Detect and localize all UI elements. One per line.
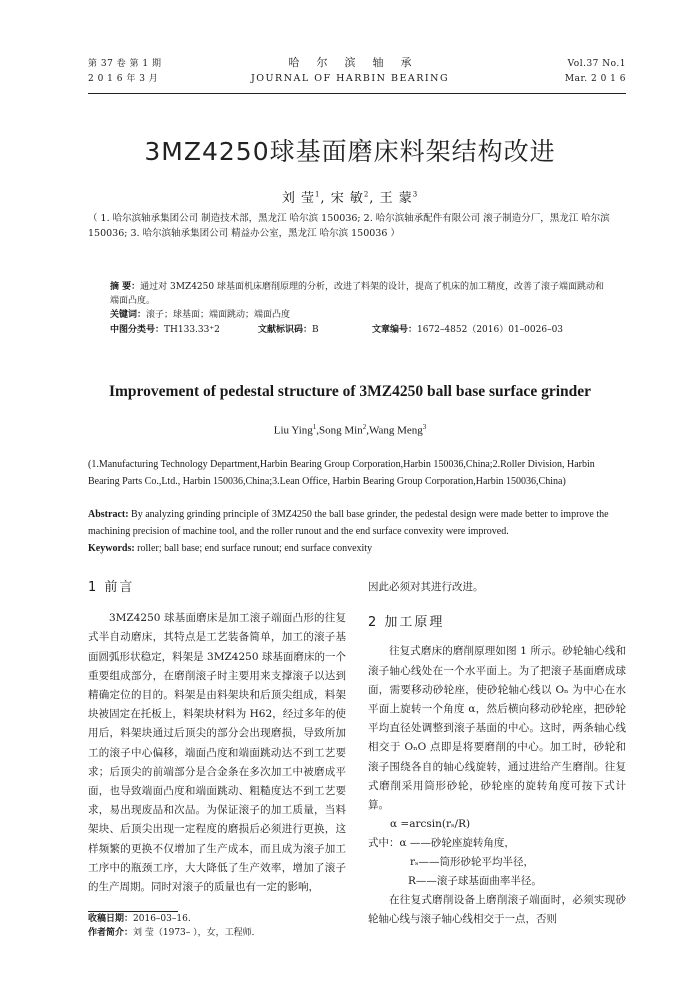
author-sup: 3 [412, 190, 419, 199]
author-sup: 2 [362, 423, 367, 431]
left-column [88, 578, 346, 897]
journal-name-en: JOURNAL OF HARBIN BEARING [250, 73, 450, 84]
clc-value: TH133.33⁺2 [164, 325, 220, 335]
date-cn: 2 0 1 6 年 3 月 [88, 74, 159, 84]
section-2-paragraph-2: 在往复式磨削设备上磨削滚子端面时，必须实现砂轮轴心线与滚子轴心线相交于一点，否则 [368, 894, 626, 926]
affiliation-cn: （ 1. 哈尔滨轴承集团公司 制造技术部，黑龙江 哈尔滨 150036; 2. 哈尔滨轴承配件有限公司 滚子制造分厂，黑龙江 哈尔滨 150036; 3. 哈尔滨轴承集团公司 精益办公室，黑龙江 哈尔滨 150036 ） [88, 213, 610, 239]
doc-code-value: B [312, 325, 319, 335]
author-sup: 2 [363, 190, 370, 199]
definition-item: α ——砂轮座旋转角度， [399, 837, 515, 850]
formula: α =arcsin(rₛ/R) [390, 818, 471, 831]
volume-en: Vol.37 No.1 [567, 59, 626, 69]
keywords-text: 滚子；球基面；端面跳动；端面凸度 [146, 310, 291, 320]
section-2-paragraph: 往复式磨床的磨削原理如图 1 所示。砂轮轴心线和滚子轴心线处在一个水平面上。为了把滚子基面磨成球面，需要移动砂轮座，使砂轮轴心线以 Oₙ 为中心在水平面上旋转一个角度 α，然后横向移动砂轮座，把砂轮平均直径处调整到滚子基面的中心。这时，两条轴心线相交于 OₙO 点即是将要磨削的中心。加工时，砂轮和滚子围绕各自的轴心线旋转，通过进给产生磨削。往复式磨削采用筒形砂轮，砂轮座的旋转角度可按下式计算。 [368, 645, 626, 812]
authors-cn: 刘 莹$^1$, 宋 敏$^2$, 王 蒙$^3$ [281, 190, 419, 206]
right-column [368, 578, 626, 930]
author-sup: 1 [312, 423, 317, 431]
author-name: Wang Meng [368, 424, 423, 437]
paper-title-cn: 3MZ4250球基面磨床料架结构改进 [144, 137, 556, 166]
author-sup: 3 [422, 423, 427, 431]
volume-cn: 第 37 卷 第 1 期 [88, 59, 162, 69]
keywords-en-label: Keywords: [88, 543, 135, 554]
section-1-title: 1 前言 [88, 580, 135, 595]
received-label: 收稿日期： [88, 914, 134, 924]
affiliation-en: (1.Manufacturing Technology Department,Harbin Bearing Group Corporation,Harbin 150036,China;2.Roller Division, Harbin Bearing Parts Co.,Ltd., Harbin 150036,China;3.Lean Office, Harbin Bearing Group Corporation,Harbin 150036,China) [88, 459, 595, 487]
abstract-label: 摘 要： [110, 282, 141, 292]
author-name: 宋 敏 [330, 191, 364, 206]
author-name: Song Min [319, 424, 363, 437]
author-bio: 刘 莹（1973– ），女，工程师． [133, 928, 261, 938]
abstract-text: 通过对 3MZ4250 球基面机床磨削原理的分析，改进了料架的设计，提高了机床的加工精度，改善了滚子端面跳动和端面凸度。 [110, 282, 604, 306]
where-label: 式中： [368, 837, 400, 850]
keywords-en-text: roller; ball base; end surface runout; end surface convexity [137, 543, 373, 554]
abstract-en-label: Abstract: [88, 509, 129, 520]
section-2-title: 2 加工原理 [368, 615, 445, 631]
clc-label: 中图分类号： [110, 325, 165, 335]
abstract-cn [110, 280, 610, 322]
author-sup: 1 [314, 190, 321, 199]
author-name: 刘 莹 [281, 191, 315, 206]
abstract-en-text: By analyzing grinding principle of 3MZ4250 the ball base grinder, the pedestal design were made better to improve the machining precision of machine tool, and the roller runout and the end surface convexity were improved. [88, 509, 609, 537]
definition-item: rₛ——筒形砂轮平均半径， [410, 856, 535, 869]
author-name: Liu Ying [273, 424, 313, 437]
abstract-en [88, 506, 628, 557]
author-bio-label: 作者简介： [88, 928, 134, 938]
authors-en: Liu Ying$^1$,Song Min$^2$,Wang Meng$^3$ [273, 423, 427, 437]
doc-code-label: 文献标识码： [258, 325, 313, 335]
header-divider [88, 93, 626, 94]
paper-title-en: Improvement of pedestal structure of 3MZ4250 ball base surface grinder [108, 383, 592, 400]
article-no-value: 1672–4852（2016）01–0026–03 [417, 325, 564, 335]
definition-item: R——滚子球基面曲率半径。 [408, 875, 542, 888]
section-1-paragraph: 3MZ4250 球基面磨床是加工滚子端面凸形的往复式半自动磨床，其特点是工艺装备简单，加工的滚子基面圆弧形状稳定，料架是 3MZ4250 球基面磨床的一个重要组成部分，在磨削滚子时主要用来支撑滚子以达到精确定位的目的。料架是由料架块和后顶尖组成，料架块被固定在托板上，料架块材料为 H62，经过多年的使用后，料架块通过后顶尖的部分会出现磨损，导致所加工的滚子中心偏移，端面凸度和端面跳动达不到工艺要求；后顶尖的前端部分是合金条在多次加工中被磨成平面，也导致端面凸度和端面跳动、粗糙度达不到工艺要求，易出现废品和次品。为保证滚子的加工质量，当料架块、后顶尖出现一定程度的磨损后必须进行更换，这样频繁的更换不仅增加了生产成本，而且成为滚子加工工序中的瓶颈工序，大大降低了生产效率，增加了滚子的生产周期。同时对滚子的质量也有一定的影响， [88, 612, 346, 894]
footnote [88, 912, 261, 940]
header-volume-info-en [565, 57, 626, 87]
received-date: 2016–03–16. [133, 914, 191, 924]
date-en: Mar. 2 0 1 6 [564, 74, 626, 84]
journal-name-cn: 哈尔滨轴承 [288, 56, 429, 69]
section-1-continued: 因此必须对其进行改进。 [368, 581, 484, 593]
article-no-label: 文章编号： [372, 325, 418, 335]
formula-definitions [368, 834, 626, 891]
author-name: 王 蒙 [379, 191, 413, 206]
keywords-label: 关键词： [110, 310, 147, 320]
